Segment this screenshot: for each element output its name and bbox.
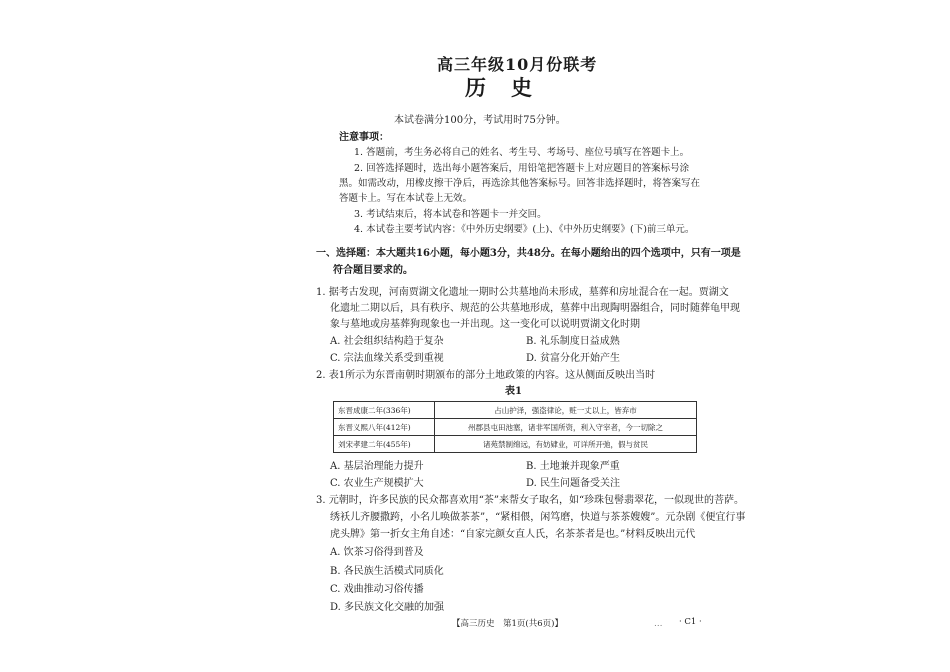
table-cell-time: 东晋义熙八年(412年) — [334, 419, 435, 436]
notice-line: 黑。如需改动，用橡皮擦干净后，再选涂其他答案标号。回答非选择题时，将答案写在 — [339, 178, 701, 189]
notice-line: 1. 答题前，考生务必将自己的姓名、考生号、考场号、座位号填写在答题卡上。 — [354, 147, 690, 158]
question-2-stem: 2. 表1所示为东晋南朝时期颁布的部分土地政策的内容。这从侧面反映出当时 — [316, 370, 656, 381]
question-3-stem: 绣袄儿齐腰撒跨，小名儿唤做茶茶”，“紧相偎，闲笃磨，快道与茶茶嫂嫂”。元杂剧《便宜行事 — [330, 512, 746, 523]
section-heading: 一、选择题：本大题共16小题，每小题3分，共48分。在每小题给出的四个选项中，只有一项是 — [316, 248, 741, 259]
table-row — [334, 419, 697, 436]
subject-title: 历 史 — [465, 75, 534, 100]
notice-heading: 注意事项： — [339, 132, 389, 143]
q2-option-a: A. 基层治理能力提升 — [330, 461, 424, 472]
table-cell-content: 诸苑禁制绵远，有妨肄业，可详所开弛，假与贫民 — [435, 436, 697, 453]
q3-option-a: A. 饮茶习俗得到普及 — [330, 547, 424, 558]
exam-info: 本试卷满分100分，考试用时75分钟。 — [394, 115, 566, 126]
question-1-stem: 象与墓地或房基葬狗现象也一并出现。这一变化可以说明贾湖文化时期 — [330, 319, 640, 330]
policy-table — [333, 401, 697, 453]
q3-option-c: C. 戏曲推动习俗传播 — [330, 584, 424, 595]
q1-option-d: D. 贫富分化开始产生 — [526, 353, 621, 364]
q3-option-d: D. 多民族文化交融的加强 — [330, 602, 445, 613]
question-3-stem: 虎头牌》第一折女主角自述：“自家完颜女直人氏，名茶茶者是也。”材料反映出元代 — [330, 529, 696, 540]
table-row — [334, 436, 697, 453]
notice-line: 答题卡上。写在本试卷上无效。 — [339, 193, 473, 204]
q2-option-b: B. 土地兼并现象严重 — [526, 461, 620, 472]
q1-option-b: B. 礼乐制度日益成熟 — [526, 336, 620, 347]
q1-option-c: C. 宗法血缘关系受到重视 — [330, 353, 444, 364]
q2-option-c: C. 农业生产规模扩大 — [330, 478, 424, 489]
table-caption: 表1 — [505, 386, 522, 397]
table-row — [334, 402, 697, 419]
q1-option-a: A. 社会组织结构趋于复杂 — [330, 336, 444, 347]
question-1-stem: 化遗址二期以后，具有秩序、规范的公共墓地形成，墓葬中出现陶明器组合，同时随葬龟甲现 — [330, 303, 740, 314]
table-cell-content: 占山护泽，强盗律论，赃一丈以上，皆弃市 — [435, 402, 697, 419]
notice-line: 4. 本试卷主要考试内容：《中外历史纲要》(上)、《中外历史纲要》(下)前三单元。 — [354, 224, 695, 235]
notice-line: 3. 考试结束后，将本试卷和答题卡一并交回。 — [354, 209, 547, 220]
footer-code: · C1 · — [679, 617, 702, 627]
page-footer-label: 【高三历史 第1页(共6页)】 — [452, 619, 563, 629]
q3-option-b: B. 各民族生活模式同质化 — [330, 566, 444, 577]
exam-title: 高三年级10月份联考 — [437, 55, 598, 74]
footer-dots: … — [654, 619, 663, 629]
question-1-stem: 1. 据考古发现，河南贾湖文化遗址一期时公共墓地尚未形成，墓葬和房址混合在一起。贾湖文 — [316, 287, 729, 298]
notice-line: 2. 回答选择题时，选出每小题答案后，用铅笔把答题卡上对应题目的答案标号涂 — [354, 163, 690, 174]
table-cell-time: 刘宋孝建二年(455年) — [334, 436, 435, 453]
q2-option-d: D. 民生问题备受关注 — [526, 478, 621, 489]
table-cell-content: 州郡县屯田池塞，诸非军国所资，利入守宰者，今一切除之 — [435, 419, 697, 436]
section-heading-cont: 符合题目要求的。 — [333, 265, 413, 276]
table-cell-time: 东晋成康二年(336年) — [334, 402, 435, 419]
question-3-stem: 3. 元朝时，许多民族的民众都喜欢用“茶”来帮女子取名，如“珍珠包髻翡翠花，一似现世的菩萨。 — [316, 495, 745, 506]
